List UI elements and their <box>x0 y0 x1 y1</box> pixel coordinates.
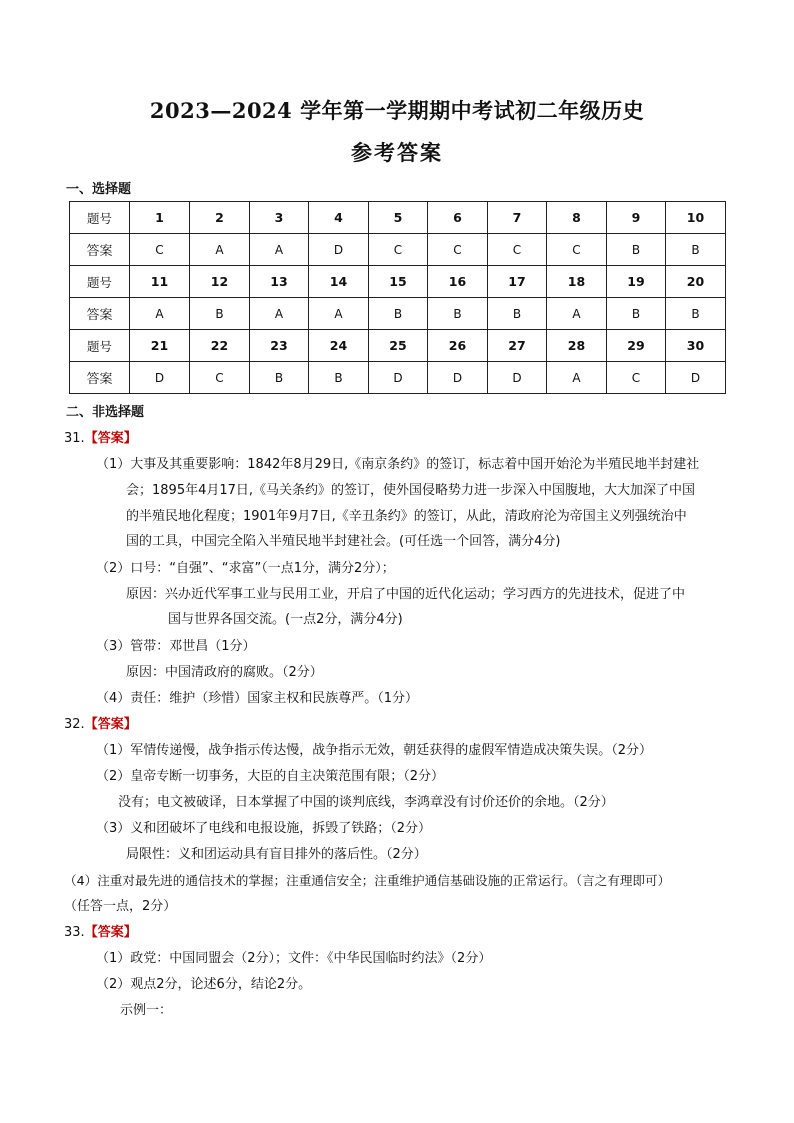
answer-cell: B <box>607 298 666 330</box>
answer-cell: B <box>190 298 250 330</box>
answer-cell: A <box>190 234 250 266</box>
q33-line: （2）观点2分，论述6分，结论2分。 <box>96 977 312 992</box>
q31-line: （4）责任：维护（珍惜）国家主权和民族尊严。（1分） <box>96 691 419 706</box>
q32-line: （3）义和团破坏了电线和电报设施，拆毁了铁路；（2分） <box>96 821 432 836</box>
question-number-cell: 20 <box>666 266 726 298</box>
question-number-cell: 19 <box>607 266 666 298</box>
q32-header <box>64 716 137 734</box>
question-number-cell: 28 <box>547 330 607 362</box>
answer-label-cell: 答案 <box>70 234 130 266</box>
answer-cell: D <box>488 362 547 394</box>
q31-line: 原因：兴办近代军事工业与民用工业，开启了中国的近代化运动；学习西方的先进技术，促进了中 <box>126 587 686 602</box>
question-number-cell: 7 <box>488 202 547 234</box>
q31-number: 31. <box>64 431 85 446</box>
question-number-cell: 2 <box>190 202 250 234</box>
answer-cell: A <box>309 298 369 330</box>
answer-cell: B <box>666 298 726 330</box>
table-row-question-numbers <box>70 330 726 362</box>
answer-cell: D <box>309 234 369 266</box>
answer-cell: D <box>130 362 190 394</box>
question-number-cell: 26 <box>428 330 488 362</box>
answer-cell: D <box>369 362 428 394</box>
question-number-cell: 24 <box>309 330 369 362</box>
question-number-cell: 12 <box>190 266 250 298</box>
answer-cell: C <box>369 234 428 266</box>
q32-line: （2）皇帝专断一切事务，大臣的自主决策范围有限；（2分） <box>96 769 445 784</box>
answer-cell: A <box>547 298 607 330</box>
question-number-cell: 27 <box>488 330 547 362</box>
table-row-question-numbers <box>70 202 726 234</box>
q32-line: （4）注重对最先进的通信技术的掌握；注重通信安全；注重维护通信基础设施的正常运行。（言之有理即可） <box>64 873 671 888</box>
question-number-cell: 1 <box>130 202 190 234</box>
answer-cell: A <box>547 362 607 394</box>
table-row-answers <box>70 234 726 266</box>
q31-line: 国的工具，中国完全陷入半殖民地半封建社会。(可任选一个回答，满分4分) <box>126 534 561 549</box>
question-number-cell: 9 <box>607 202 666 234</box>
q31-line: （2）口号：“自强”、“求富”（一点1分，满分2分）； <box>96 561 395 576</box>
q32-line: （任答一点，2分） <box>64 899 177 914</box>
question-label-cell: 题号 <box>70 202 130 234</box>
answer-cell: B <box>607 234 666 266</box>
answer-table <box>69 201 726 394</box>
answer-cell: C <box>547 234 607 266</box>
q32-line: 局限性：义和团运动具有盲目排外的落后性。（2分） <box>126 847 427 862</box>
q31-line: （1）大事及其重要影响：1842年8月29日,《南京条约》的签订，标志着中国开始沦为半殖民地半封建社 <box>96 457 700 472</box>
q32-answer-tag: 【答案】 <box>84 717 137 732</box>
answer-cell: D <box>428 362 488 394</box>
q33-number: 33. <box>64 925 85 940</box>
section-choice-heading: 一、选择题 <box>66 182 132 197</box>
q31-header <box>64 430 137 448</box>
question-number-cell: 10 <box>666 202 726 234</box>
answer-cell: B <box>369 298 428 330</box>
q32-line: 没有；电文被破译，日本掌握了中国的谈判底线，李鸿章没有讨价还价的余地。（2分） <box>118 795 614 810</box>
q31-answer-tag: 【答案】 <box>84 431 137 446</box>
q31-line: 的半殖民地化程度；1901年9月7日,《辛丑条约》的签订，从此，清政府沦为帝国主义列强统治中 <box>126 509 687 524</box>
q31-line: 国与世界各国交流。(一点2分，满分4分) <box>168 612 403 627</box>
question-number-cell: 3 <box>250 202 309 234</box>
question-number-cell: 21 <box>130 330 190 362</box>
answer-cell: A <box>130 298 190 330</box>
answer-cell: B <box>428 298 488 330</box>
q33-header <box>64 924 137 942</box>
q33-line: 示例一： <box>120 1003 173 1018</box>
q32-number: 32. <box>64 717 85 732</box>
q32-line: （1）军情传递慢，战争指示传达慢，战争指示无效，朝廷获得的虚假军情造成决策失误。（2分） <box>96 743 653 758</box>
answer-cell: B <box>309 362 369 394</box>
question-number-cell: 11 <box>130 266 190 298</box>
answer-cell: C <box>190 362 250 394</box>
table-row-answers <box>70 298 726 330</box>
section-nonchoice-heading: 二、非选择题 <box>66 405 145 420</box>
question-number-cell: 8 <box>547 202 607 234</box>
question-number-cell: 4 <box>309 202 369 234</box>
question-number-cell: 14 <box>309 266 369 298</box>
question-number-cell: 22 <box>190 330 250 362</box>
answer-cell: C <box>130 234 190 266</box>
page-title: 2023—2024 学年第一学期期中考试初二年级历史 <box>149 98 645 123</box>
answer-cell: C <box>607 362 666 394</box>
answer-cell: B <box>250 362 309 394</box>
question-number-cell: 17 <box>488 266 547 298</box>
answer-cell: A <box>250 298 309 330</box>
answer-cell: C <box>428 234 488 266</box>
q33-answer-tag: 【答案】 <box>84 925 137 940</box>
question-label-cell: 题号 <box>70 266 130 298</box>
question-number-cell: 5 <box>369 202 428 234</box>
q31-line: 会；1895年4月17日,《马关条约》的签订，使外国侵略势力进一步深入中国腹地，大大加深了中国 <box>126 483 696 498</box>
question-number-cell: 18 <box>547 266 607 298</box>
question-number-cell: 29 <box>607 330 666 362</box>
question-number-cell: 30 <box>666 330 726 362</box>
q31-line: （3）管带：邓世昌（1分） <box>96 639 256 654</box>
answer-label-cell: 答案 <box>70 298 130 330</box>
answer-cell: D <box>666 362 726 394</box>
answer-label-cell: 答案 <box>70 362 130 394</box>
question-number-cell: 6 <box>428 202 488 234</box>
question-number-cell: 13 <box>250 266 309 298</box>
q33-line: （1）政党：中国同盟会（2分）；文件：《中华民国临时约法》（2分） <box>96 951 492 966</box>
table-row-question-numbers <box>70 266 726 298</box>
answer-cell: C <box>488 234 547 266</box>
question-number-cell: 15 <box>369 266 428 298</box>
page-subtitle: 参考答案 <box>351 140 443 165</box>
q31-line: 原因：中国清政府的腐败。（2分） <box>126 665 323 680</box>
question-number-cell: 16 <box>428 266 488 298</box>
answer-cell: B <box>488 298 547 330</box>
answer-cell: B <box>666 234 726 266</box>
question-label-cell: 题号 <box>70 330 130 362</box>
question-number-cell: 25 <box>369 330 428 362</box>
table-row-answers <box>70 362 726 394</box>
question-number-cell: 23 <box>250 330 309 362</box>
answer-cell: A <box>250 234 309 266</box>
